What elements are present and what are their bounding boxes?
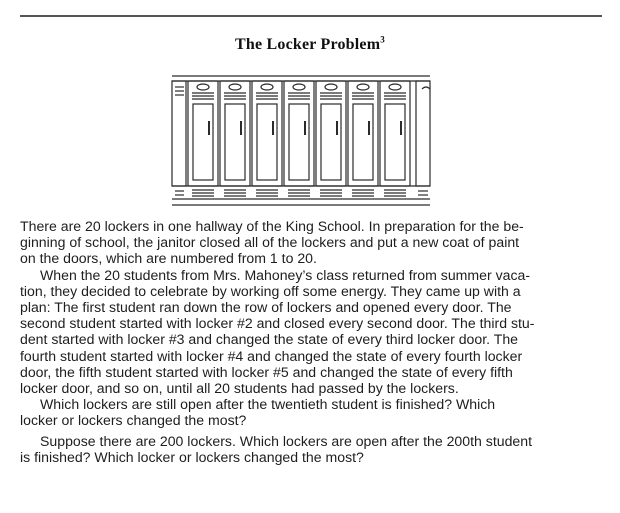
text-line: tion, they decided to celebrate by working off some energy. They came up with a	[20, 282, 521, 299]
text-line: fourth student started with locker #4 and changed the state of every fourth locker	[20, 347, 523, 364]
problem-text	[20, 218, 590, 465]
paragraph-setup	[20, 218, 590, 267]
locker	[252, 81, 282, 196]
locker	[380, 81, 410, 196]
text-line: Suppose there are 200 lockers. Which lockers are open after the 200th student	[40, 432, 533, 449]
text-line: There are 20 lockers in one hallway of the King School. In preparation for the be-	[20, 218, 524, 234]
text-line: dent started with locker #3 and changed the state of every third locker door. The	[20, 331, 519, 348]
text-line: second student started with locker #2 and closed every second door. The third stu-	[20, 315, 535, 332]
paragraph-students	[20, 267, 590, 397]
paragraph-question-200	[20, 433, 590, 465]
locker	[284, 81, 314, 196]
locker	[316, 81, 346, 196]
locker	[188, 81, 218, 196]
page-title-text: The Locker Problem	[235, 36, 381, 53]
text-line: Which lockers are still open after the twentieth student is finished? Which	[40, 396, 496, 413]
locker	[348, 81, 378, 196]
locker	[220, 81, 250, 196]
text-line: locker or lockers changed the most?	[20, 412, 247, 429]
top-rule	[20, 15, 602, 17]
text-line: ginning of school, the janitor closed all of the lockers and put a new coat of paint	[20, 234, 520, 251]
text-line: is finished? Which locker or lockers changed the most?	[20, 448, 364, 465]
text-line: on the doors, which are numbered from 1 to 20.	[20, 250, 317, 267]
paragraph-question-20	[20, 396, 590, 428]
text-line: locker door, and so on, until all 20 students had passed by the lockers.	[20, 380, 459, 397]
page-title	[0, 36, 620, 54]
text-line: plan: The first student ran down the row of lockers and opened every door. The	[20, 299, 512, 316]
lockers-illustration	[170, 73, 432, 213]
text-line: door, the fifth student started with locker #5 and changed the state of every fifth	[20, 363, 513, 380]
title-footnote-marker: 3	[380, 34, 385, 45]
text-line: When the 20 students from Mrs. Mahoney’s class returned from summer vaca-	[40, 266, 531, 283]
